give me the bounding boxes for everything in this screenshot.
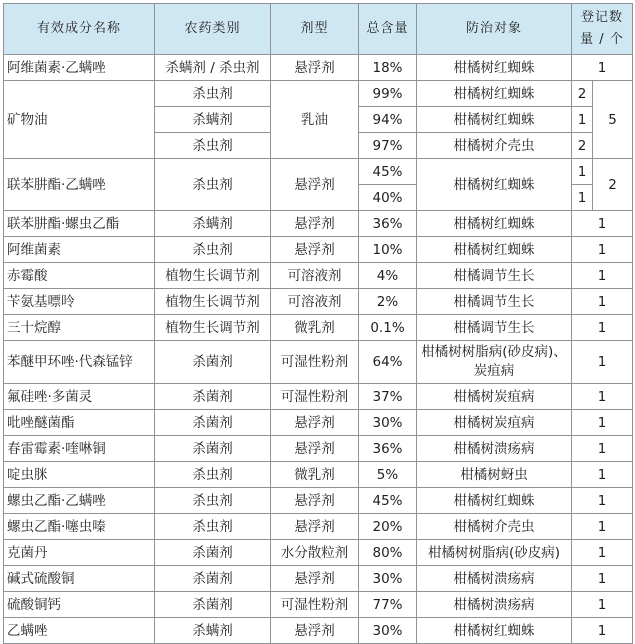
cell-content: 30% [359,410,417,436]
cell-count: 5 [593,81,633,159]
cell-category: 杀螨剂 [155,618,271,644]
cell-name: 克菌丹 [4,540,155,566]
cell-target: 柑橘树溃疡病 [417,592,572,618]
cell-count: 1 [572,263,633,289]
cell-content: 97% [359,133,417,159]
cell-count: 1 [572,488,633,514]
cell-category: 杀菌剂 [155,341,271,384]
cell-count: 1 [572,384,633,410]
cell-target: 柑橘树红蜘蛛 [417,237,572,263]
cell-target: 柑橘调节生长 [417,315,572,341]
cell-count: 1 [572,211,633,237]
cell-sub-count: 1 [572,107,593,133]
cell-form: 水分散粒剂 [271,540,359,566]
cell-form: 微乳剂 [271,462,359,488]
cell-name: 啶虫脒 [4,462,155,488]
cell-form: 微乳剂 [271,315,359,341]
cell-target: 柑橘树树脂病(砂皮病) [417,540,572,566]
cell-target: 柑橘树炭疽病 [417,410,572,436]
cell-category: 杀螨剂 / 杀虫剂 [155,55,271,81]
cell-category: 杀虫剂 [155,488,271,514]
cell-content: 30% [359,618,417,644]
header-target: 防治对象 [417,4,572,55]
cell-content: 80% [359,540,417,566]
cell-name: 阿维菌素·乙螨唑 [4,55,155,81]
cell-content: 2% [359,289,417,315]
cell-category: 杀菌剂 [155,384,271,410]
header-row [4,4,633,55]
table-row [4,410,633,436]
table-row [4,384,633,410]
cell-name: 赤霉酸 [4,263,155,289]
cell-count: 1 [572,540,633,566]
table-row [4,462,633,488]
cell-target: 柑橘树红蜘蛛 [417,107,572,133]
cell-name: 苯醚甲环唑·代森锰锌 [4,341,155,384]
cell-category: 杀菌剂 [155,592,271,618]
cell-form: 悬浮剂 [271,566,359,592]
pesticide-table-container [3,3,632,641]
table-row [4,315,633,341]
table-row [4,514,633,540]
cell-category: 杀虫剂 [155,514,271,540]
cell-form: 可溶液剂 [271,289,359,315]
cell-form: 悬浮剂 [271,618,359,644]
cell-form: 可湿性粉剂 [271,592,359,618]
header-form: 剂型 [271,4,359,55]
cell-name: 春雷霉素·喹啉铜 [4,436,155,462]
table-row [4,237,633,263]
cell-category: 杀虫剂 [155,81,271,107]
cell-content: 36% [359,436,417,462]
cell-content: 45% [359,488,417,514]
cell-category: 杀虫剂 [155,133,271,159]
cell-category: 植物生长调节剂 [155,289,271,315]
cell-form: 可湿性粉剂 [271,384,359,410]
table-row [4,436,633,462]
cell-form: 悬浮剂 [271,211,359,237]
cell-content: 18% [359,55,417,81]
cell-count: 1 [572,462,633,488]
cell-category: 杀菌剂 [155,566,271,592]
cell-category: 杀菌剂 [155,410,271,436]
cell-target: 柑橘树溃疡病 [417,566,572,592]
cell-category: 杀菌剂 [155,436,271,462]
cell-category: 植物生长调节剂 [155,315,271,341]
cell-category: 植物生长调节剂 [155,263,271,289]
cell-target: 柑橘调节生长 [417,289,572,315]
cell-form: 悬浮剂 [271,410,359,436]
cell-content: 36% [359,211,417,237]
cell-target: 柑橘树红蜘蛛 [417,159,572,211]
cell-form: 悬浮剂 [271,55,359,81]
cell-name: 阿维菌素 [4,237,155,263]
cell-count: 1 [572,315,633,341]
cell-content: 37% [359,384,417,410]
cell-name: 苄氨基嘌呤 [4,289,155,315]
table-row [4,211,633,237]
cell-content: 10% [359,237,417,263]
header-content: 总含量 [359,4,417,55]
cell-form: 悬浮剂 [271,159,359,211]
cell-name: 三十烷醇 [4,315,155,341]
cell-count: 1 [572,237,633,263]
cell-name: 螺虫乙酯·噻虫嗪 [4,514,155,540]
header-category: 农药类别 [155,4,271,55]
cell-target: 柑橘树介壳虫 [417,133,572,159]
header-name: 有效成分名称 [4,4,155,55]
cell-count: 1 [572,436,633,462]
table-row [4,263,633,289]
cell-name: 联苯肼酯·螺虫乙酯 [4,211,155,237]
cell-name: 氟硅唑·多菌灵 [4,384,155,410]
cell-target: 柑橘树红蜘蛛 [417,618,572,644]
table-row [4,540,633,566]
cell-category: 杀螨剂 [155,107,271,133]
cell-target: 柑橘树红蜘蛛 [417,55,572,81]
cell-count: 1 [572,514,633,540]
cell-name: 螺虫乙酯·乙螨唑 [4,488,155,514]
cell-content: 94% [359,107,417,133]
cell-name: 联苯肼酯·乙螨唑 [4,159,155,211]
cell-target: 柑橘树炭疽病 [417,384,572,410]
table-row [4,341,633,384]
cell-category: 杀菌剂 [155,540,271,566]
cell-form: 悬浮剂 [271,436,359,462]
cell-name: 吡唑醚菌酯 [4,410,155,436]
cell-sub-count: 1 [572,159,593,185]
cell-count: 1 [572,410,633,436]
cell-count: 1 [572,566,633,592]
cell-count: 1 [572,341,633,384]
cell-category: 杀虫剂 [155,462,271,488]
table-row [4,618,633,644]
table-row [4,55,633,81]
cell-name: 乙螨唑 [4,618,155,644]
header-count-line2: 量 / 个 [580,32,624,47]
cell-sub-count: 2 [572,133,593,159]
cell-target: 柑橘树红蜘蛛 [417,81,572,107]
cell-content: 99% [359,81,417,107]
cell-target: 柑橘树红蜘蛛 [417,211,572,237]
cell-target: 柑橘树蚜虫 [417,462,572,488]
table-row [4,488,633,514]
header-count-line1: 登记数 [580,10,623,25]
cell-target: 柑橘树介壳虫 [417,514,572,540]
cell-name: 矿物油 [4,81,155,159]
table-row [4,159,633,185]
cell-sub-count: 1 [572,185,593,211]
cell-target: 柑橘树溃疡病 [417,436,572,462]
cell-sub-count: 2 [572,81,593,107]
cell-target: 柑橘调节生长 [417,263,572,289]
cell-count: 2 [593,159,633,211]
pesticide-registration-table [3,3,633,644]
cell-category: 杀螨剂 [155,211,271,237]
cell-content: 0.1% [359,315,417,341]
cell-form: 可湿性粉剂 [271,341,359,384]
cell-category: 杀虫剂 [155,159,271,211]
cell-category: 杀虫剂 [155,237,271,263]
header-count [572,4,633,55]
cell-count: 1 [572,55,633,81]
cell-form: 可溶液剂 [271,263,359,289]
cell-content: 40% [359,185,417,211]
cell-target: 柑橘树红蜘蛛 [417,488,572,514]
cell-content: 45% [359,159,417,185]
table-row [4,81,633,107]
cell-name: 碱式硫酸铜 [4,566,155,592]
cell-name: 硫酸铜钙 [4,592,155,618]
table-row [4,289,633,315]
cell-form: 悬浮剂 [271,488,359,514]
table-row [4,592,633,618]
cell-content: 77% [359,592,417,618]
cell-count: 1 [572,618,633,644]
cell-form: 乳油 [271,81,359,159]
cell-form: 悬浮剂 [271,237,359,263]
cell-form: 悬浮剂 [271,514,359,540]
cell-content: 30% [359,566,417,592]
cell-content: 4% [359,263,417,289]
cell-content: 20% [359,514,417,540]
cell-count: 1 [572,289,633,315]
cell-content: 5% [359,462,417,488]
cell-count: 1 [572,592,633,618]
cell-content: 64% [359,341,417,384]
cell-target: 柑橘树树脂病(砂皮病)、炭疽病 [417,341,572,384]
table-row [4,566,633,592]
